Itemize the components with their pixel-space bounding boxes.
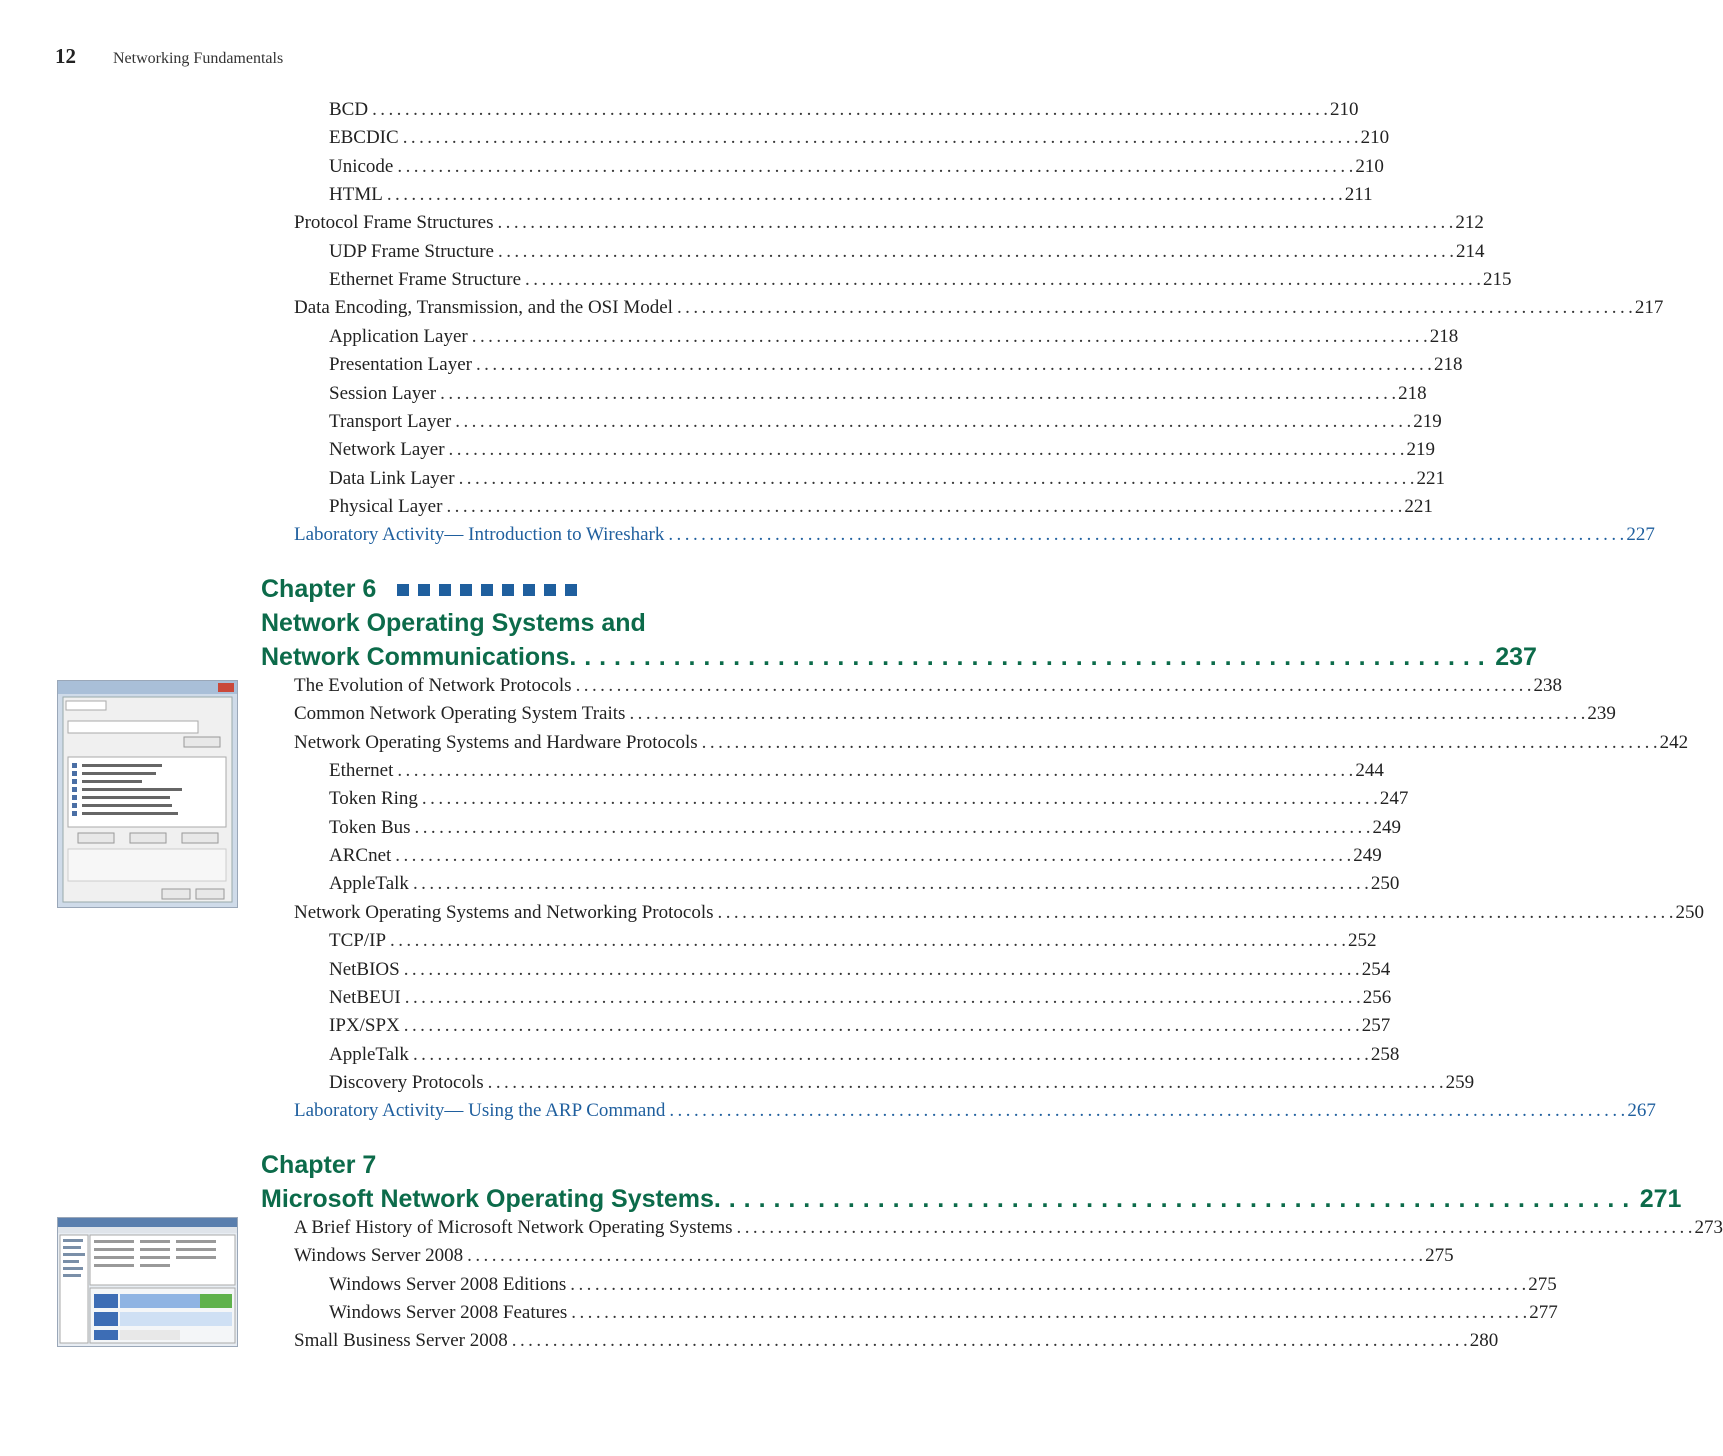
toc-entry — [0, 1041, 1400, 1069]
chapter-7-title: Microsoft Network Operating Systems — [261, 1185, 714, 1213]
toc-entry — [0, 870, 1400, 898]
toc-entry — [0, 493, 1433, 521]
leader-dots — [446, 493, 1402, 521]
leader-dots — [387, 181, 1343, 209]
toc-entry — [0, 124, 1390, 152]
toc-entry-title: A Brief History of Microsoft Network Operating Systems — [294, 1217, 733, 1238]
toc-entry — [0, 408, 1442, 436]
toc-entry-page: 249 — [1353, 845, 1382, 867]
toc-entry-title: Physical Layer — [329, 495, 443, 517]
leader-dots — [467, 1242, 1423, 1270]
leader-dots — [449, 436, 1405, 464]
toc-entry-page: 252 — [1347, 930, 1377, 952]
toc-entry-page: 259 — [1445, 1071, 1475, 1093]
toc-entry-title: Data Link Layer — [329, 467, 455, 489]
chapter-6-title-line1: Network Operating Systems and — [261, 609, 646, 637]
toc-entry-page: 215 — [1483, 269, 1512, 291]
leader-dots — [413, 1041, 1369, 1069]
leader-dots — [571, 1299, 1527, 1327]
toc-entry-title: Session Layer — [329, 382, 437, 404]
toc-entry-page: 210 — [1330, 99, 1359, 120]
toc-entry-title: Application Layer — [329, 325, 468, 347]
toc-entry — [0, 96, 1359, 124]
toc-entry-title: Transport Layer — [329, 410, 452, 432]
toc-entry — [0, 984, 1392, 1012]
leader-dots — [372, 96, 1328, 124]
toc-entry-title: Token Ring — [329, 788, 418, 810]
leader-dots — [702, 729, 1658, 757]
leader-dots — [395, 842, 1351, 870]
leader-dots — [737, 1214, 1693, 1242]
toc-entry-title: Windows Server 2008 Features — [329, 1302, 568, 1324]
leader-dots — [390, 927, 1346, 955]
toc-entry-title: Laboratory Activity— Using the ARP Command — [294, 1100, 666, 1122]
toc-entry — [0, 1012, 1391, 1040]
toc-entry-page: 254 — [1361, 958, 1391, 980]
leader-dots — [570, 1271, 1526, 1299]
toc-entry-page: 256 — [1362, 986, 1392, 1008]
leader-dots — [422, 785, 1378, 813]
toc-entry-page: 275 — [1528, 1273, 1557, 1295]
toc-entry-title: ARCnet — [329, 845, 392, 867]
leader-dots — [497, 209, 1453, 237]
toc-entry-title: Laboratory Activity— Introduction to Wireshark — [294, 524, 665, 546]
toc-entry-page: 257 — [1361, 1015, 1391, 1037]
toc-entry — [0, 672, 1563, 700]
toc-entry-page: 218 — [1433, 354, 1463, 376]
toc-entry-title: UDP Frame Structure — [329, 240, 494, 262]
toc-entry-page: 238 — [1533, 675, 1563, 696]
toc-entry — [0, 351, 1463, 379]
toc-entry-title: HTML — [329, 184, 383, 206]
toc-entry — [0, 1069, 1475, 1097]
toc-entry-page: 275 — [1425, 1245, 1454, 1267]
leader-dots — [403, 124, 1359, 152]
chapter-7-title-row — [261, 1182, 1682, 1216]
leader-dots — [405, 984, 1361, 1012]
toc-entry — [0, 1242, 1454, 1270]
toc-entry-title: Small Business Server 2008 — [294, 1330, 508, 1352]
toc-entry-page: 242 — [1659, 731, 1689, 753]
toc-entry-title: AppleTalk — [329, 1043, 409, 1065]
leader-dots — [413, 870, 1369, 898]
toc-entry — [0, 465, 1446, 493]
lab-activity-entry — [0, 521, 1655, 549]
chapter-7-label: Chapter 7 — [261, 1151, 377, 1179]
toc-entry-page: 273 — [1694, 1217, 1723, 1238]
chapter-7-page: 271 — [1639, 1185, 1682, 1213]
leader-dots — [525, 266, 1481, 294]
toc-entry — [0, 785, 1409, 813]
toc-entry-title: NetBEUI — [329, 986, 401, 1008]
toc-entry-title: Data Encoding, Transmission, and the OSI Model — [294, 297, 673, 319]
toc-entry-page: 250 — [1675, 901, 1704, 923]
toc-entry-page: 244 — [1355, 760, 1384, 782]
toc-entry-page: 221 — [1404, 495, 1433, 517]
chapter-6-label: Chapter 6 — [261, 572, 577, 606]
toc-entry-page: 258 — [1370, 1043, 1400, 1065]
toc-entry-page: 211 — [1344, 184, 1373, 206]
toc-entry — [0, 323, 1459, 351]
toc-entry-title: Network Operating Systems and Networking Protocols — [294, 901, 714, 923]
running-head: Networking Fundamentals — [113, 50, 284, 67]
leader-dots — [512, 1327, 1468, 1355]
toc-entry-page: 277 — [1529, 1302, 1558, 1324]
toc-entry-title: EBCDIC — [329, 127, 399, 149]
chapter-6-title-row — [261, 640, 1537, 674]
toc-entry-title: Ethernet — [329, 760, 394, 782]
leader-dots — [472, 323, 1428, 351]
leader-dots — [718, 899, 1674, 927]
toc-entry-title: Network Operating Systems and Hardware Protocols — [294, 731, 698, 753]
toc-entry-title: BCD — [329, 99, 369, 120]
toc-entry-page: 210 — [1360, 127, 1390, 149]
toc-entry — [0, 899, 1704, 927]
leader-dots — [488, 1069, 1444, 1097]
toc-entry — [0, 294, 1664, 322]
leader-dots — [455, 408, 1411, 436]
page-number: 12 — [55, 44, 76, 68]
chapter-squares-ornament — [397, 584, 577, 596]
toc-entry — [0, 1299, 1558, 1327]
toc-entry-page: 267 — [1627, 1100, 1656, 1122]
toc-entry — [0, 1271, 1557, 1299]
leader-dots — [459, 465, 1415, 493]
toc-entry-title: TCP/IP — [329, 930, 387, 952]
toc-entry — [0, 757, 1384, 785]
lab-activity-entry — [0, 1097, 1656, 1125]
toc-entry-title: AppleTalk — [329, 873, 409, 895]
leader-dots — [629, 700, 1585, 728]
toc-entry-title: IPX/SPX — [329, 1015, 400, 1037]
toc-entry-title: Protocol Frame Structures — [294, 212, 494, 234]
toc-entry-title: NetBIOS — [329, 958, 400, 980]
toc-entry — [0, 153, 1384, 181]
toc-entry — [0, 380, 1427, 408]
toc-entry — [0, 927, 1377, 955]
toc-entry-title: Ethernet Frame Structure — [329, 269, 522, 291]
toc-entry — [0, 238, 1485, 266]
toc-entry-title: Unicode — [329, 155, 394, 177]
toc-entry — [0, 181, 1373, 209]
leader-dots — [415, 814, 1371, 842]
toc-entry — [0, 842, 1382, 870]
toc-entry-title: Windows Server 2008 — [294, 1245, 464, 1267]
toc-entry-page: 249 — [1372, 816, 1401, 838]
toc-entry-page: 210 — [1355, 155, 1384, 177]
leader-dots — [576, 672, 1532, 700]
leader-dots — [397, 757, 1353, 785]
toc-entry-page: 218 — [1429, 325, 1459, 347]
leader-dots — [476, 351, 1432, 379]
leader-dots — [569, 640, 1485, 674]
toc-entry-page: 219 — [1413, 410, 1442, 432]
toc-entry — [0, 814, 1401, 842]
leader-dots — [440, 380, 1396, 408]
leader-dots — [404, 1012, 1360, 1040]
toc-entry-page: 219 — [1406, 439, 1435, 461]
leader-dots — [669, 1097, 1625, 1125]
toc-entry-page: 227 — [1626, 524, 1655, 546]
toc-entry-page: 218 — [1398, 382, 1427, 404]
toc-entry — [0, 266, 1512, 294]
toc-entry-page: 212 — [1455, 212, 1484, 234]
leader-dots — [498, 238, 1454, 266]
toc-entry-page: 221 — [1416, 467, 1446, 489]
leader-dots — [677, 294, 1633, 322]
toc-entry — [0, 1214, 1723, 1242]
toc-entry — [0, 436, 1435, 464]
page-header — [55, 44, 283, 68]
toc-entry-page: 280 — [1469, 1330, 1499, 1352]
leader-dots — [668, 521, 1624, 549]
leader-dots — [404, 956, 1360, 984]
toc-entry-title: Windows Server 2008 Editions — [329, 1273, 567, 1295]
toc-entry-title: Discovery Protocols — [329, 1071, 484, 1093]
toc-entry-page: 217 — [1634, 297, 1664, 319]
chapter-6-page: 237 — [1495, 643, 1537, 671]
toc-entry — [0, 1327, 1499, 1355]
chapter-6-title-line2: Network Communications — [261, 643, 570, 671]
toc-entry-page: 239 — [1587, 703, 1616, 725]
toc-entry-page: 247 — [1379, 788, 1409, 810]
leader-dots — [397, 153, 1353, 181]
toc-entry-title: Token Bus — [329, 816, 411, 838]
toc-entry-page: 250 — [1370, 873, 1400, 895]
toc-entry — [0, 700, 1616, 728]
toc-entry — [0, 209, 1484, 237]
toc-entry — [0, 956, 1391, 984]
toc-entry-title: Common Network Operating System Traits — [294, 703, 626, 725]
leader-dots — [714, 1182, 1630, 1216]
toc-entry-title: The Evolution of Network Protocols — [294, 675, 572, 696]
toc-entry-title: Presentation Layer — [329, 354, 472, 376]
toc-entry-title: Network Layer — [329, 439, 445, 461]
toc-entry — [0, 729, 1689, 757]
toc-entry-page: 214 — [1455, 240, 1485, 262]
